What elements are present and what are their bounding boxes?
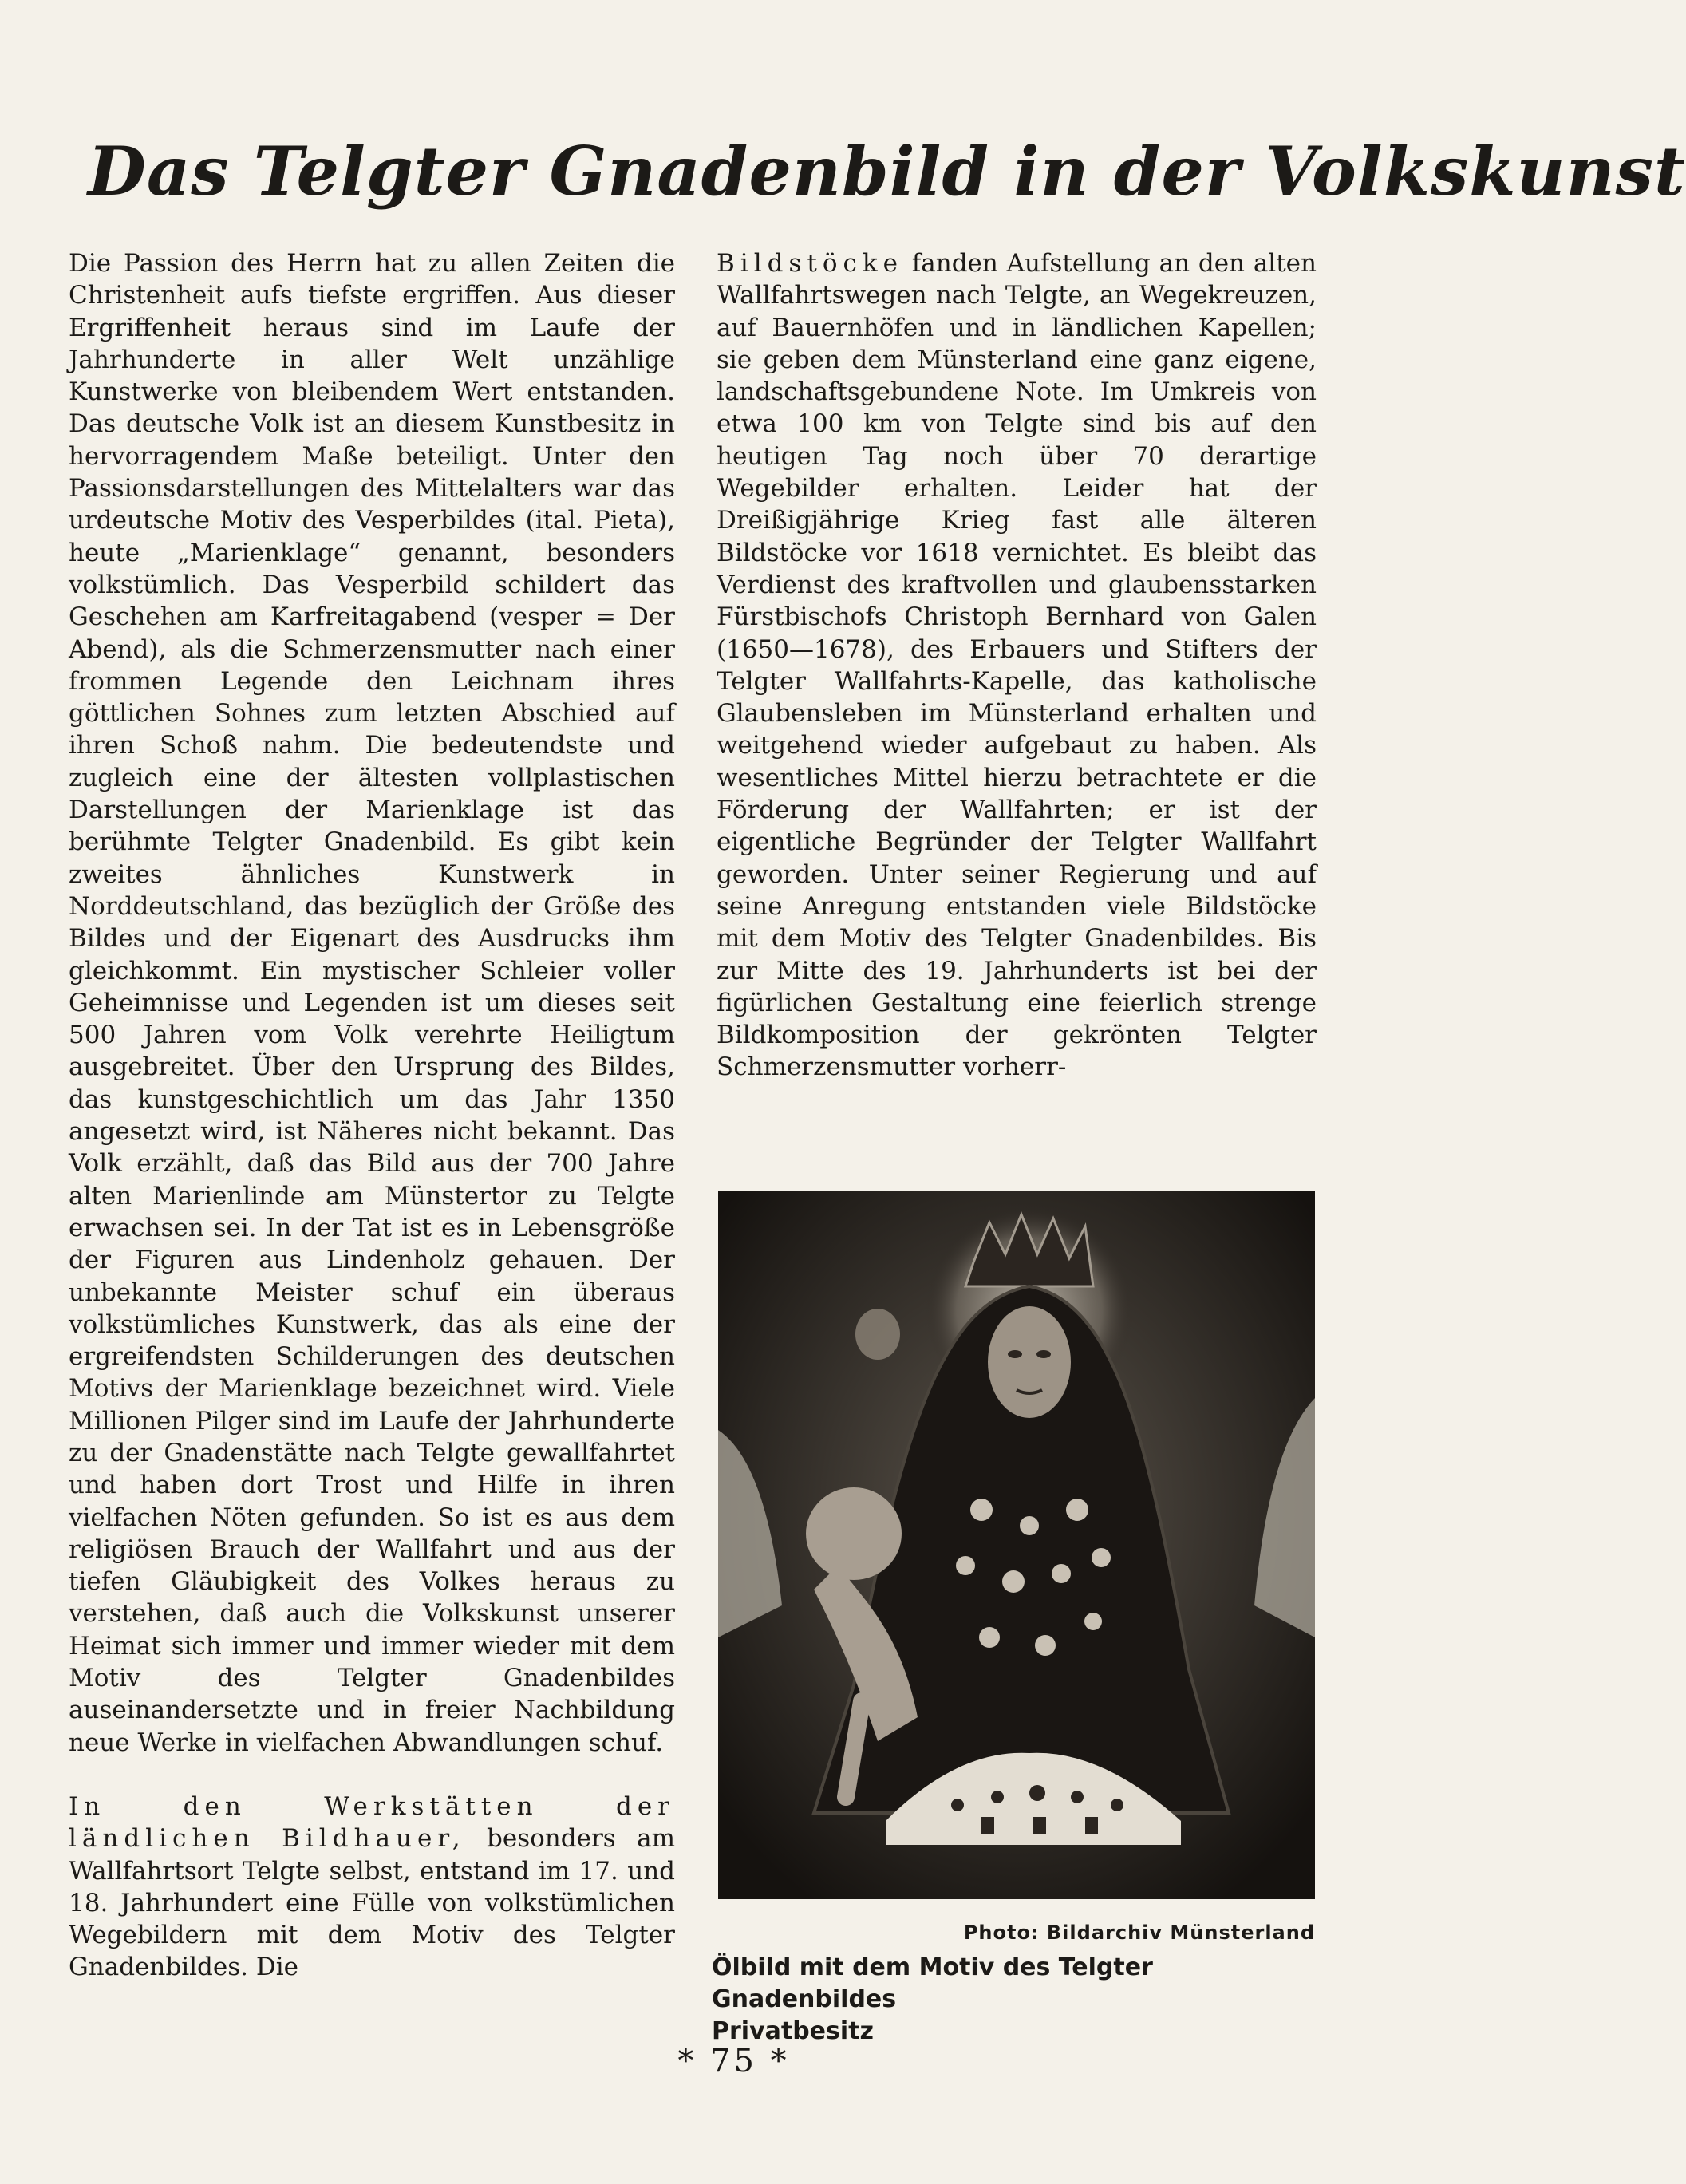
angel-head xyxy=(855,1309,900,1360)
text-column-right xyxy=(717,247,1317,1084)
paragraph-bildstoecke-text: fanden Aufstellung an den alten Wallfahrtswegen nach Telgte, an Wegekreuzen, auf Bauernhöfen und in ländlichen Kapellen; sie geben dem Münsterland eine ganz eigene, landschaftsgebundene Note. Im Umkreis von etwa 100 km von Telgte sind bis auf den heutigen Tag noch über 70 derartige Wegebilder erhalten. Leider hat der Dreißigjährige Krieg fast alle älteren Bildstöcke vor 1618 vernichtet. Es bleibt das Verdienst des kraftvollen und glaubensstarken Fürstbischofs Christoph Bernhard von Galen (1650—1678), des Erbauers und Stifters der Telgter Wallfahrts-Kapelle, das katholische Glaubensleben im Münsterland erhalten und weitgehend wieder aufgebaut zu haben. Als wesentliches Mittel hierzu betrachtete er die Förderung der Wallfahrten; er ist der eigentliche Begründer der Telgter Wallfahrt geworden. Unter seiner Regierung und auf seine Anregung entstanden viele Bildstöcke mit dem Motiv des Telgter Gnadenbildes. Bis zur Mitte des 19. Jahrhunderts ist bei der figürlichen Gestaltung eine feierlich strenge Bildkomposition der gekrönten Telgter Schmerzensmutter vorherr- xyxy=(717,249,1317,1082)
spaced-word-bildstoecke: Bildstöcke xyxy=(717,249,903,278)
caption-line-1: Ölbild mit dem Motiv des Telgter Gnadenbildes xyxy=(712,1953,1153,2013)
christ-head xyxy=(806,1487,902,1580)
painting-illustration xyxy=(718,1191,1315,1899)
text-column-left xyxy=(69,247,675,1984)
caption-line-2: Privatbesitz xyxy=(712,2017,874,2045)
madonna-eye-left xyxy=(1008,1350,1022,1358)
figure-caption xyxy=(712,1952,1318,2048)
spaced-phrase-bildhauer: In den Werkstätten der ländlichen Bildhauer, xyxy=(69,1791,675,1854)
madonna-face xyxy=(988,1306,1071,1418)
oil-painting-photo xyxy=(718,1191,1315,1899)
article-title: Das Telgter Gnadenbild in der Volkskunst xyxy=(88,132,1686,211)
page-number: * 75 * xyxy=(677,2043,790,2079)
photo-credit: Photo: Bildarchiv Münsterland xyxy=(963,1921,1315,1944)
paragraph-werkstaetten xyxy=(69,1791,675,1984)
madonna-eye-right xyxy=(1036,1350,1051,1358)
paragraph-passion: Die Passion des Herrn hat zu allen Zeiten die Christenheit aufs tiefste ergriffen. Aus dieser Ergriffenheit heraus sind im Laufe der Jahrhunderte in aller Welt unzählige Kunstwerke von bleibendem Wert entstanden. Das deutsche Volk ist an diesem Kunstbesitz in hervorragendem Maße beteiligt. Unter den Passionsdarstellungen des Mittelalters war das urdeutsche Motiv des Vesperbildes (ital. Pieta), heute „Marienklage“ genannt, besonders volkstümlich. Das Vesperbild schildert das Geschehen am Karfreitagabend (vesper = Der Abend), als die Schmerzensmutter nach einer frommen Legende den Leichnam ihres göttlichen Sohnes zum letzten Abschied auf ihren Schoß nahm. Die bedeutendste und zugleich eine der ältesten vollplastischen Darstellungen der Marienklage ist das berühmte Telgter Gnadenbild. Es gibt kein zweites ähnliches Kunstwerk in Norddeutschland, das bezüglich der Größe des Bildes und der Eigenart des Ausdrucks ihm gleichkommt. Ein mystischer Schleier voller Geheimnisse und Legenden ist um dieses seit 500 Jahren vom Volk verehrte Heiligtum ausgebreitet. Über den Ursprung des Bildes, das kunstgeschichtlich um das Jahr 1350 angesetzt wird, ist Näheres nicht bekannt. Das Volk erzählt, daß das Bild aus der 700 Jahre alten Marienlinde am Münstertor zu Telgte erwachsen sei. In der Tat ist es in Lebensgröße der Figuren aus Lindenholz gehauen. Der unbekannte Meister schuf ein überaus volkstümliches Kunstwerk, das als eine der ergreifendsten Schilderungen des deutschen Motivs der Marienklage bezeichnet wird. Viele Millionen Pilger sind im Laufe der Jahrhunderte zu der Gnadenstätte nach Telgte gewallfahrtet und haben dort Trost und Hilfe in ihren vielfachen Nöten gefunden. So ist es aus dem religiösen Brauch der Wallfahrt und aus der tiefen Gläubigkeit des Volkes heraus zu verstehen, daß auch die Volkskunst unserer Heimat sich immer und immer wieder mit dem Motiv des Telgter Gnadenbildes auseinandersetzte und in freier Nachbildung neue Werke in vielfachen Abwandlungen schuf. xyxy=(69,249,675,1757)
paragraph-werkstaetten-text: besonders am Wallfahrtsort Telgte selbst, entstand im 17. und 18. Jahrhundert eine Fülle von volkstümlichen Wegebildern mit dem Motiv des Telgter Gnadenbildes. Die xyxy=(69,1824,675,1982)
paragraph-bildstoecke xyxy=(717,247,1317,1084)
